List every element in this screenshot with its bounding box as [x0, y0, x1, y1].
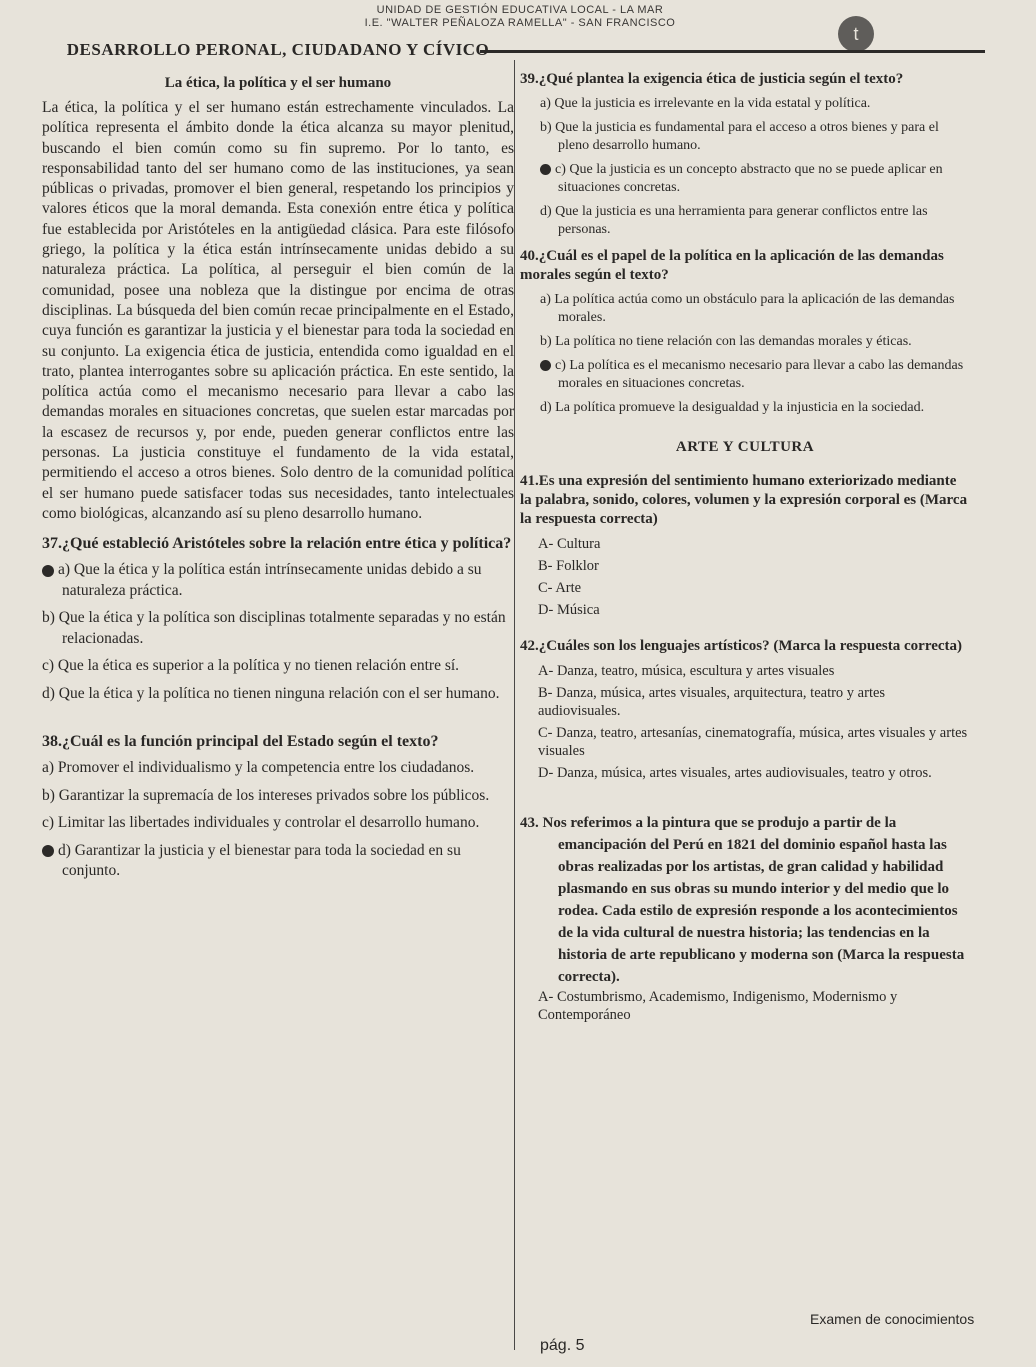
option-label: d) — [540, 400, 552, 415]
options-list — [520, 988, 970, 1024]
option-label: b) — [42, 786, 55, 804]
answer-option[interactable] — [520, 601, 970, 619]
question-43 — [520, 812, 970, 1024]
option-label: A- — [538, 536, 554, 552]
option-text: Que la ética y la política no tienen ninguna relación con el ser humano. — [58, 684, 500, 702]
option-label: d) — [540, 204, 552, 219]
option-text: Música — [556, 602, 600, 618]
answer-option[interactable] — [520, 557, 970, 575]
school-logo-icon: t — [838, 16, 874, 52]
art-section-title: ARTE Y CULTURA — [675, 439, 815, 455]
section-title: DESARROLLO PERONAL, CIUDADANO Y CÍVICO — [66, 40, 490, 59]
header-rule — [480, 50, 985, 53]
option-label: a) — [540, 96, 551, 111]
answer-option[interactable] — [520, 988, 970, 1024]
option-label: C- — [538, 580, 553, 596]
options-list — [42, 560, 514, 704]
options-list — [520, 95, 970, 239]
answer-option[interactable] — [520, 95, 970, 113]
option-text: La política actúa como un obstáculo para la aplicación de las demandas morales. — [554, 292, 955, 325]
answer-option[interactable] — [520, 764, 970, 782]
option-text: Que la justicia es un concepto abstracto que no se puede aplicar en situaciones concretas. — [558, 162, 943, 195]
question-41 — [520, 472, 970, 619]
left-column — [42, 40, 514, 889]
question-40 — [520, 247, 970, 417]
option-label: d) — [42, 684, 55, 702]
page-number: pág. 5 — [540, 1337, 585, 1354]
filled-circle-icon — [42, 565, 54, 577]
option-text: Limitar las libertades individuales y controlar el desarrollo humano. — [57, 814, 480, 832]
answer-option[interactable] — [520, 161, 970, 197]
answer-option[interactable] — [520, 357, 970, 393]
question-37-text: 37.¿Qué estableció Aristóteles sobre la relación entre ética y política? — [42, 535, 512, 553]
option-label: C- — [538, 725, 553, 741]
option-label: b) — [540, 120, 552, 135]
answer-option[interactable] — [42, 841, 514, 882]
options-list — [520, 291, 970, 417]
filled-circle-icon — [540, 360, 551, 371]
question-42-text: 42.¿Cuáles son los lenguajes artísticos? (Marca la respuesta correcta) — [520, 638, 963, 654]
option-label: b) — [540, 334, 552, 349]
option-text: Que la ética y la política son disciplinas totalmente separadas y no están relacionadas. — [58, 609, 506, 647]
option-label: c) — [42, 657, 55, 675]
answer-option[interactable] — [42, 786, 514, 807]
right-column — [520, 62, 970, 1028]
column-divider — [514, 60, 515, 1350]
option-text: Que la justicia es una herramienta para generar conflictos entre las personas. — [555, 204, 928, 237]
option-label: b) — [42, 609, 55, 627]
option-text: Danza, teatro, música, escultura y artes visuales — [556, 663, 835, 679]
question-39 — [520, 70, 970, 239]
question-42 — [520, 637, 970, 782]
option-text: Garantizar la supremacía de los intereses privados sobre los públicos. — [58, 786, 490, 804]
answer-option[interactable] — [520, 333, 970, 351]
option-label: c) — [555, 358, 566, 373]
option-label: a) — [42, 759, 55, 777]
school-header — [300, 4, 740, 30]
options-list — [520, 662, 970, 782]
question-40-text: 40.¿Cuál es el papel de la política en la aplicación de las demandas morales según el texto? — [520, 248, 944, 283]
question-43-text: 43. Nos referimos a la pintura que se produjo a partir de la emancipación del Perú en 1821 del dominio español hasta las obras realizadas por los artistas, de gran calidad y habilidad plasmando en sus obras su mundo interior y del medio que lo rodea. Cada estilo de expresión responde a los acontecimientos de la vida cultural de nuestra historia; las tendencias en la historia de arte republicano y moderna son (Marca la respuesta correcta). — [520, 815, 965, 985]
option-label: a) — [540, 292, 551, 307]
option-text: Danza, música, artes visuales, arquitectura, teatro y artes audiovisuales. — [538, 685, 886, 719]
answer-option[interactable] — [520, 203, 970, 239]
option-label: A- — [538, 989, 554, 1005]
option-text: Que la ética y la política están intrínsecamente unidas debido a su naturaleza práctica. — [62, 561, 482, 599]
option-text: Que la ética es superior a la política y no tienen relación entre sí. — [57, 657, 460, 675]
option-text: La política promueve la desigualdad y la injusticia en la sociedad. — [555, 400, 925, 415]
exam-label: Examen de conocimientos — [810, 1311, 975, 1327]
answer-option[interactable] — [520, 684, 970, 720]
option-label: c) — [555, 162, 566, 177]
option-text: Cultura — [556, 536, 601, 552]
question-41-text: 41.Es una expresión del sentimiento humano exteriorizado mediante la palabra, sonido, colores, volumen y la expresión corporal es (Marca la respuesta correcta) — [520, 473, 968, 527]
option-label: B- — [538, 558, 553, 574]
option-text: Danza, teatro, artesanías, cinematografía, música, artes visuales y artes visuales — [538, 725, 968, 759]
question-39-text: 39.¿Qué plantea la exigencia ética de justicia según el texto? — [520, 71, 904, 87]
option-text: Costumbrismo, Academismo, Indigenismo, Modernismo y Contemporáneo — [538, 989, 898, 1023]
option-text: Que la justicia es irrelevante en la vida estatal y política. — [554, 96, 871, 111]
filled-circle-icon — [540, 164, 551, 175]
answer-option[interactable] — [520, 579, 970, 597]
school-line-1: UNIDAD DE GESTIÓN EDUCATIVA LOCAL - LA MAR — [376, 4, 664, 16]
option-text: Arte — [555, 580, 582, 596]
answer-option[interactable] — [520, 724, 970, 760]
options-list — [42, 758, 514, 882]
option-label: D- — [538, 765, 554, 781]
option-text: La política no tiene relación con las demandas morales y éticas. — [555, 334, 912, 349]
reading-paragraph: La ética, la política y el ser humano están estrechamente vinculados. La política representa el ámbito donde la ética alcanza su mayor plenitud, buscando el bien común como su fin supremo. Por lo tanto, es responsabilidad tanto del ser humano como de las instituciones, ya sean públicas o privadas, promover el bien general, respetando los principios y valores éticos que la moral demanda. Esta conexión entre ética y política fue establecida por Aristóteles en la antigüedad clásica. Para este filósofo griego, la política y la ética están intrínsecamente unidas debido a su naturaleza práctica. La política, al perseguir el bien común de la comunidad, posee una nobleza que la distingue por encima de otras disciplinas. La búsqueda del bien común recae principalmente en el Estado, cuya función es garantizar la justicia y el bienestar para toda la sociedad en su conjunto. La exigencia ética de justicia, entendida como igualdad en el trato, plantea interrogantes sobre su aplicación práctica. En este sentido, la política actúa como el mecanismo necesario para llevar a cabo las demandas morales en situaciones concretas, que suelen estar marcadas por la escasez de recursos y, por ende, pueden generar conflictos entre las personas. La justicia constituye el fundamento de la vida estatal, permitiendo el acceso a otros bienes. Solo dentro de la comunidad política el ser humano puede satisfacer todas sus necesidades, tanto intelectuales como biológicas, alcanzando así su pleno desarrollo humano. — [42, 99, 514, 522]
option-label: A- — [538, 663, 554, 679]
school-line-2: I.E. "WALTER PEÑALOZA RAMELLA" - SAN FRANCISCO — [364, 17, 676, 29]
question-37 — [42, 534, 514, 704]
option-text: Que la justicia es fundamental para el acceso a otros bienes y para el pleno desarrollo humano. — [555, 120, 939, 153]
answer-option[interactable] — [42, 758, 514, 779]
answer-option[interactable] — [42, 608, 514, 649]
answer-option[interactable] — [42, 560, 514, 601]
filled-circle-icon — [42, 845, 54, 857]
reading-subtitle: La ética, la política y el ser humano — [164, 75, 392, 91]
option-text: Promover el individualismo y la competencia entre los ciudadanos. — [57, 759, 475, 777]
option-label: c) — [42, 814, 55, 832]
option-text: Garantizar la justicia y el bienestar para toda la sociedad en su conjunto. — [62, 841, 461, 880]
answer-option[interactable] — [520, 119, 970, 155]
answer-option[interactable] — [42, 813, 514, 834]
option-label: d) — [58, 841, 71, 859]
option-label: B- — [538, 685, 553, 701]
question-41-instruction: (Marca la respuesta correcta) — [520, 492, 968, 527]
question-38 — [42, 732, 514, 882]
option-label: D- — [538, 602, 554, 618]
answer-option[interactable] — [42, 684, 514, 705]
option-label: a) — [58, 561, 71, 579]
answer-option[interactable] — [42, 656, 514, 677]
option-text: Folklor — [556, 558, 599, 574]
answer-option[interactable] — [520, 535, 970, 553]
answer-option[interactable] — [520, 662, 970, 680]
options-list — [520, 535, 970, 619]
option-text: Danza, música, artes visuales, artes audiovisuales, teatro y otros. — [556, 765, 932, 781]
question-38-text: 38.¿Cuál es la función principal del Estado según el texto? — [42, 733, 439, 751]
answer-option[interactable] — [520, 291, 970, 327]
answer-option[interactable] — [520, 399, 970, 417]
option-text: La política es el mecanismo necesario para llevar a cabo las demandas morales en situaciones concretas. — [558, 358, 964, 391]
